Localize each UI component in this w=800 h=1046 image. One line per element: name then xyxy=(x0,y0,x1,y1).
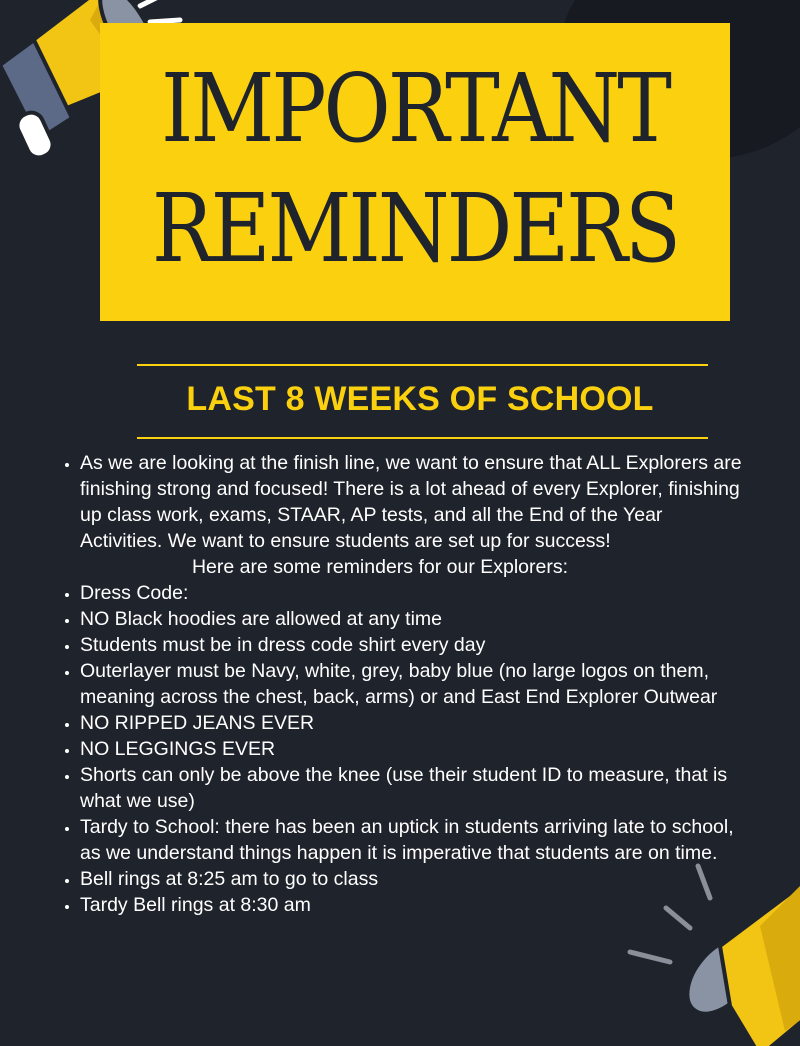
list-item: • NO RIPPED JEANS EVER xyxy=(80,710,744,736)
section-subtitle: LAST 8 WEEKS OF SCHOOL xyxy=(186,380,654,418)
list-item: • Students must be in dress code shirt every day xyxy=(80,632,744,658)
title-banner xyxy=(100,23,730,321)
intro-item: • As we are looking at the finish line, we want to ensure that ALL Explorers are finishing strong and focused! There is a lot ahead of every Explorer, finishing up class work, exams, STAAR, AP tests, and all the End of the Year Activities. We want to ensure students are set up for success! xyxy=(80,450,744,554)
divider-top xyxy=(137,364,708,366)
megaphone-icon xyxy=(610,856,800,1046)
list-item: • Tardy to School: there has been an uptick in students arriving late to school, as we understand things happen it is imperative that students are on time. xyxy=(80,814,744,866)
reminders-heading: Here are some reminders for our Explorers: xyxy=(191,556,569,578)
page-title-line-1: IMPORTANT xyxy=(161,54,669,165)
list-item: • NO Black hoodies are allowed at any time xyxy=(80,606,744,632)
list-item: • Bell rings at 8:25 am to go to class xyxy=(80,866,744,892)
list-item: • NO LEGGINGS EVER xyxy=(80,736,744,762)
list-item: • Dress Code: xyxy=(80,580,744,606)
page-title-line-2: REMINDERS xyxy=(151,174,679,285)
divider-bottom xyxy=(137,437,708,439)
list-item: • Shorts can only be above the knee (use their student ID to measure, that is what we use) xyxy=(80,762,744,814)
list-item: • Outerlayer must be Navy, white, grey, baby blue (no large logos on them, meaning across the chest, back, arms) or and East End Explorer Outwear xyxy=(80,658,744,710)
reminders-content xyxy=(54,450,744,918)
list-item: • Tardy Bell rings at 8:30 am xyxy=(80,892,744,918)
